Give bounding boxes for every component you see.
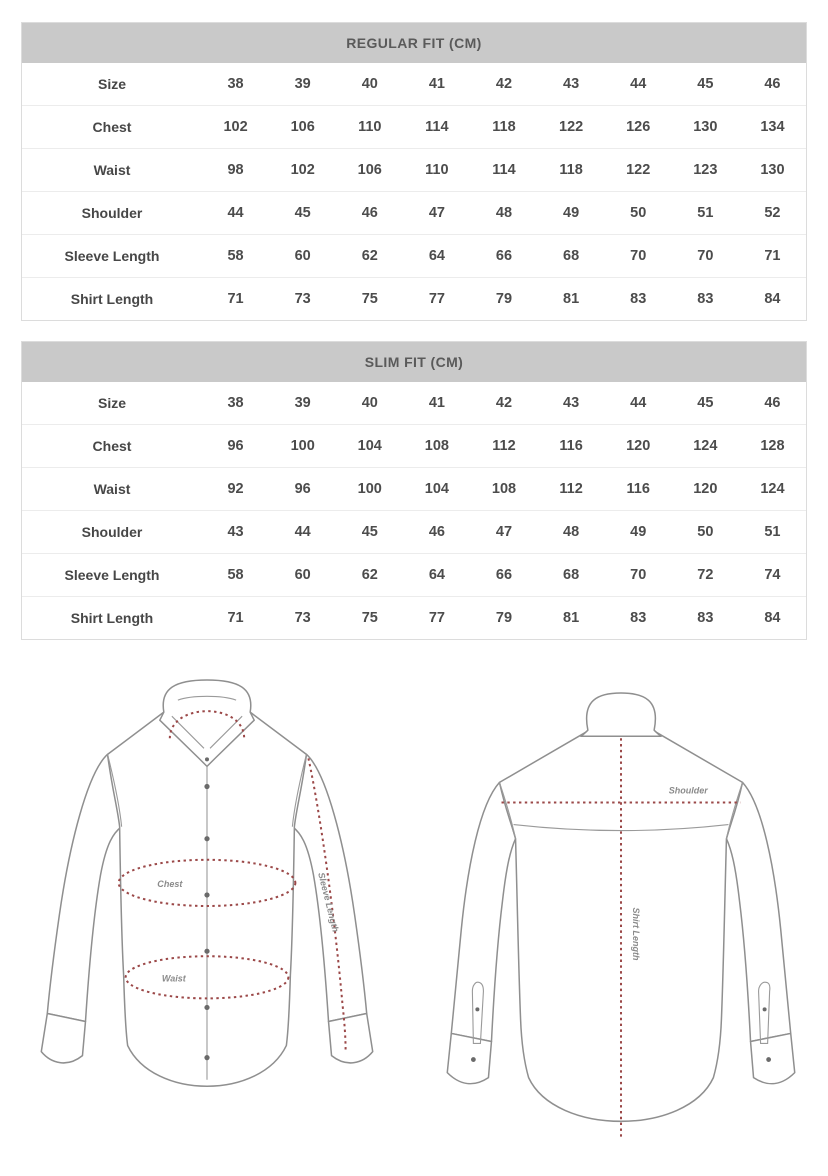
value-cell: 84 — [764, 610, 781, 626]
value-cell: 49 — [630, 524, 647, 540]
value-cell: 46 — [428, 524, 445, 540]
table-row — [22, 382, 806, 424]
shirt-length-label: Shirt Length — [631, 907, 642, 961]
value-cell: 124 — [693, 438, 718, 454]
value-cell: 122 — [559, 119, 584, 135]
value-cell: 130 — [760, 162, 785, 178]
measurement-diagrams — [21, 674, 807, 1166]
slim-fit-rows — [22, 382, 806, 639]
value-cell: 72 — [697, 567, 714, 583]
value-cell: 39 — [294, 395, 311, 411]
value-cell: 62 — [361, 567, 378, 583]
value-cell: 47 — [495, 524, 513, 540]
front-left-cuff — [41, 1013, 85, 1062]
value-cell: 110 — [358, 119, 382, 135]
value-cell: 77 — [428, 610, 445, 626]
value-cell: 74 — [764, 567, 781, 583]
value-cell: 66 — [495, 567, 513, 583]
shirt-front-diagram — [21, 674, 393, 1138]
value-cell: 62 — [361, 248, 378, 264]
value-cell: 71 — [227, 610, 244, 626]
value-cell: 44 — [630, 76, 647, 92]
value-cell: 102 — [223, 119, 248, 135]
table-row — [22, 63, 806, 105]
back-left-placket-button — [475, 1007, 479, 1011]
value-cell: 38 — [227, 76, 244, 92]
value-cell: 49 — [563, 205, 580, 221]
shirt-back-diagram — [435, 688, 807, 1166]
value-cell: 81 — [563, 291, 580, 307]
collar-button — [205, 757, 209, 761]
value-cell: 40 — [361, 76, 378, 92]
value-cell: 46 — [764, 395, 781, 411]
regular-fit-rows — [22, 63, 806, 320]
value-cell: 68 — [563, 248, 580, 264]
value-cell: 124 — [760, 481, 785, 497]
value-cell: 104 — [357, 438, 382, 454]
back-left-sleeve — [451, 782, 515, 1041]
back-right-cuff — [751, 1033, 795, 1083]
value-cell: 100 — [357, 481, 382, 497]
table-row — [22, 105, 806, 148]
value-cell: 70 — [697, 248, 714, 264]
value-cell: 112 — [492, 438, 516, 454]
value-cell: 46 — [361, 205, 378, 221]
value-cell: 38 — [227, 395, 244, 411]
back-right-placket-button — [763, 1007, 767, 1011]
value-cell: 44 — [294, 524, 311, 540]
row-label: Sleeve Length — [64, 567, 160, 583]
value-cell: 96 — [294, 481, 311, 497]
value-cell: 114 — [425, 119, 449, 135]
regular-fit-table — [21, 22, 807, 321]
front-left-sleeve — [47, 754, 121, 1021]
row-label: Shirt Length — [70, 291, 154, 307]
table-row — [22, 510, 806, 553]
value-cell: 50 — [697, 524, 714, 540]
value-cell: 60 — [294, 248, 311, 264]
row-label: Waist — [93, 481, 131, 497]
row-label: Sleeve Length — [64, 248, 160, 264]
value-cell: 106 — [357, 162, 382, 178]
shirt-back-wrap — [435, 688, 807, 1166]
value-cell: 79 — [495, 291, 513, 307]
value-cell: 75 — [361, 291, 378, 307]
front-button — [204, 1055, 209, 1060]
table-row — [22, 596, 806, 639]
value-cell: 42 — [495, 395, 513, 411]
value-cell: 44 — [630, 395, 647, 411]
front-button — [204, 836, 209, 841]
value-cell: 122 — [626, 162, 651, 178]
value-cell: 110 — [425, 162, 449, 178]
value-cell: 134 — [760, 119, 785, 135]
value-cell: 71 — [764, 248, 781, 264]
value-cell: 50 — [630, 205, 647, 221]
value-cell: 51 — [764, 524, 781, 540]
back-left-cuff-button — [471, 1057, 476, 1062]
value-cell: 58 — [227, 248, 244, 264]
value-cell: 44 — [227, 205, 244, 221]
value-cell: 46 — [764, 76, 781, 92]
row-label: Waist — [93, 162, 131, 178]
value-cell: 45 — [697, 395, 714, 411]
value-cell: 108 — [424, 438, 449, 454]
value-cell: 43 — [227, 524, 244, 540]
row-label: Shoulder — [81, 205, 143, 221]
sleeve-length-label: Sleeve Length — [316, 871, 341, 934]
value-cell: 120 — [693, 481, 718, 497]
back-collar-stand — [581, 693, 661, 736]
value-cell: 102 — [290, 162, 315, 178]
value-cell: 116 — [559, 438, 583, 454]
chest-label: Chest — [157, 878, 183, 889]
value-cell: 41 — [428, 395, 445, 411]
value-cell: 71 — [227, 291, 244, 307]
row-label: Chest — [92, 438, 132, 454]
value-cell: 43 — [563, 76, 580, 92]
value-cell: 130 — [693, 119, 718, 135]
value-cell: 41 — [428, 76, 445, 92]
value-cell: 79 — [495, 610, 513, 626]
value-cell: 73 — [294, 610, 311, 626]
value-cell: 70 — [630, 567, 647, 583]
regular-fit-title: REGULAR FIT (CM) — [22, 23, 806, 63]
value-cell: 45 — [294, 205, 311, 221]
value-cell: 106 — [290, 119, 315, 135]
waist-label: Waist — [161, 973, 186, 984]
value-cell: 43 — [563, 395, 580, 411]
value-cell: 52 — [764, 205, 781, 221]
front-button — [204, 949, 209, 954]
value-cell: 118 — [559, 162, 583, 178]
value-cell: 96 — [227, 438, 244, 454]
value-cell: 83 — [697, 610, 714, 626]
value-cell: 126 — [626, 119, 651, 135]
value-cell: 118 — [492, 119, 516, 135]
value-cell: 40 — [361, 395, 378, 411]
table-row — [22, 191, 806, 234]
value-cell: 48 — [563, 524, 580, 540]
table-row — [22, 467, 806, 510]
value-cell: 68 — [563, 567, 580, 583]
front-button — [204, 1005, 209, 1010]
value-cell: 77 — [428, 291, 445, 307]
back-right-cuff-button — [766, 1057, 771, 1062]
value-cell: 48 — [495, 205, 513, 221]
value-cell: 70 — [630, 248, 647, 264]
value-cell: 108 — [491, 481, 517, 497]
value-cell: 83 — [630, 291, 647, 307]
value-cell: 83 — [630, 610, 647, 626]
front-button — [204, 892, 209, 897]
row-label: Chest — [92, 119, 132, 135]
value-cell: 75 — [361, 610, 378, 626]
value-cell: 58 — [227, 567, 244, 583]
table-row — [22, 234, 806, 277]
value-cell: 123 — [693, 162, 718, 178]
value-cell: 112 — [559, 481, 583, 497]
value-cell: 116 — [626, 481, 650, 497]
row-label: Shirt Length — [70, 610, 154, 626]
value-cell: 39 — [294, 76, 311, 92]
value-cell: 114 — [492, 162, 516, 178]
row-label: Shoulder — [81, 524, 143, 540]
value-cell: 128 — [760, 438, 785, 454]
row-label: Size — [97, 76, 126, 92]
value-cell: 45 — [361, 524, 378, 540]
value-cell: 64 — [428, 248, 445, 264]
slim-fit-title: SLIM FIT (CM) — [22, 342, 806, 382]
value-cell: 51 — [697, 205, 714, 221]
value-cell: 98 — [227, 162, 244, 178]
value-cell: 64 — [428, 567, 445, 583]
value-cell: 83 — [697, 291, 714, 307]
value-cell: 100 — [290, 438, 315, 454]
value-cell: 104 — [424, 481, 449, 497]
value-cell: 47 — [428, 205, 445, 221]
value-cell: 92 — [227, 481, 244, 497]
value-cell: 84 — [764, 291, 781, 307]
front-button — [204, 784, 209, 789]
slim-fit-table — [21, 341, 807, 640]
table-row — [22, 553, 806, 596]
value-cell: 60 — [294, 567, 311, 583]
table-row — [22, 277, 806, 320]
value-cell: 45 — [697, 76, 714, 92]
table-row — [22, 148, 806, 191]
value-cell: 42 — [495, 76, 513, 92]
table-row — [22, 424, 806, 467]
shoulder-label: Shoulder — [668, 785, 708, 796]
back-left-cuff — [447, 1033, 491, 1083]
value-cell: 81 — [563, 610, 580, 626]
row-label: Size — [97, 395, 126, 411]
front-right-cuff — [329, 1013, 373, 1062]
value-cell: 73 — [294, 291, 311, 307]
value-cell: 120 — [626, 438, 651, 454]
value-cell: 66 — [495, 248, 513, 264]
